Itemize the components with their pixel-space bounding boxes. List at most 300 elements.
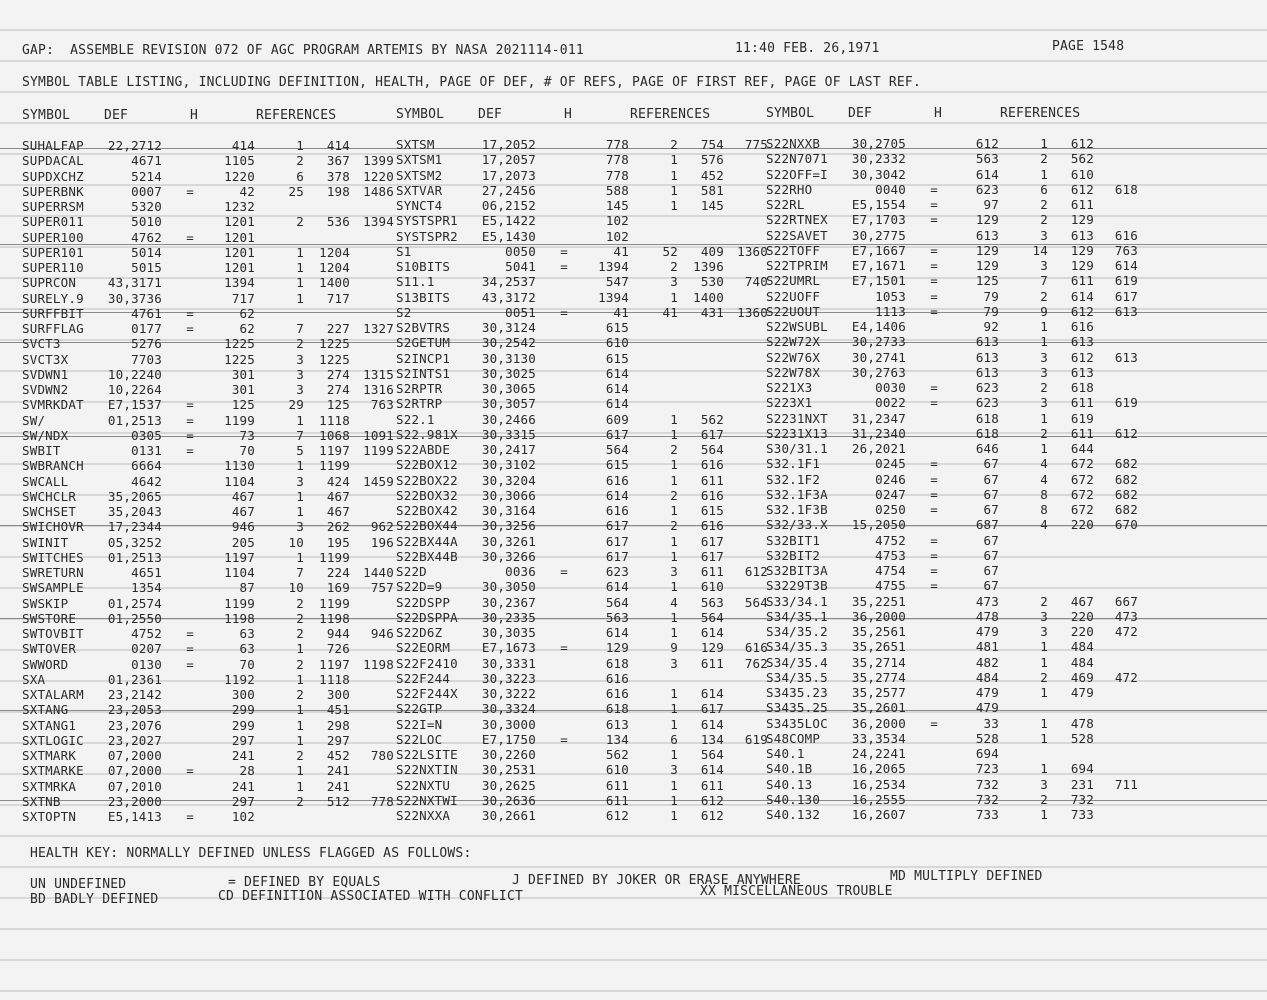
cell-page-of-def: 479 <box>975 624 999 639</box>
cell-health: = <box>930 532 938 548</box>
cell-ref-count: 1 <box>670 503 678 518</box>
cell-first-ref: 614 <box>700 625 724 640</box>
cell-page-of-def: 300 <box>231 687 255 702</box>
health-key-item: XX MISCELLANEOUS TROUBLE <box>700 884 893 899</box>
cell-definition: 5320 <box>131 199 162 214</box>
cell-health: = <box>930 303 938 319</box>
cell-ref-count: 1 <box>296 138 304 153</box>
cell-symbol: S22BOX42 <box>396 503 458 518</box>
cell-symbol: SXA <box>22 671 46 687</box>
cell-definition: 4642 <box>131 473 162 489</box>
cell-definition: 07,2000 <box>107 763 162 779</box>
cell-first-ref: 619 <box>1070 410 1094 426</box>
cell-page-of-def: 613 <box>975 334 999 350</box>
cell-first-ref: 610 <box>700 579 724 595</box>
cell-symbol: S2INCP1 <box>396 350 451 366</box>
cell-definition: E7,1537 <box>107 397 162 413</box>
cell-definition: 0131 <box>131 443 162 458</box>
cell-page-of-def: 67 <box>983 532 999 548</box>
cell-definition: 30,3124 <box>481 320 536 335</box>
cell-ref-count: 3 <box>670 762 678 778</box>
cell-health: = <box>186 626 194 641</box>
cell-page-of-def: 563 <box>605 609 629 625</box>
cell-page-of-def: 297 <box>231 732 255 748</box>
cell-first-ref: 614 <box>1070 288 1094 304</box>
cell-definition: 35,2774 <box>851 669 906 685</box>
cell-symbol: S22NXXB <box>766 136 821 151</box>
cell-ref-count: 1 <box>1040 730 1048 746</box>
cell-health: = <box>186 321 194 336</box>
cell-first-ref: 1197 <box>319 656 350 672</box>
cell-symbol: SVCT3 <box>22 336 61 352</box>
cell-definition: 35,2601 <box>851 700 906 716</box>
cell-page-of-def: 1199 <box>224 595 255 611</box>
cell-last-ref: 763 <box>1114 242 1138 258</box>
cell-first-ref: 1118 <box>319 671 350 687</box>
cell-ref-count: 5 <box>296 443 304 458</box>
cell-health: = <box>186 229 194 245</box>
cell-symbol: SVMRKDAT <box>22 397 84 413</box>
cell-page-of-def: 129 <box>975 212 999 228</box>
cell-ref-count: 1 <box>1040 715 1048 731</box>
cell-symbol: S22F244 <box>396 670 451 686</box>
cell-ref-count: 1 <box>1040 319 1048 334</box>
cell-page-of-def: 617 <box>605 518 629 534</box>
column-header-symbol: SYMBOL <box>22 108 71 123</box>
cell-first-ref: 1199 <box>319 595 350 611</box>
cell-first-ref: 424 <box>326 473 350 489</box>
cell-ref-count: 1 <box>296 260 304 275</box>
cell-definition: 5276 <box>131 336 162 352</box>
cell-page-of-def: 1104 <box>224 565 255 580</box>
cell-ref-count: 1 <box>670 426 678 442</box>
cell-ref-count: 52 <box>662 243 678 259</box>
health-key-item: = DEFINED BY EQUALS <box>228 875 381 890</box>
cell-definition: 4752 <box>131 626 162 641</box>
cell-page-of-def: 1394 <box>598 289 629 305</box>
cell-symbol: S22ABDE <box>396 442 451 457</box>
cell-ref-count: 3 <box>1040 364 1048 380</box>
cell-definition: 30,3261 <box>481 533 536 549</box>
cell-symbol: SWTOVBIT <box>22 626 84 641</box>
cell-ref-count: 2 <box>296 336 304 352</box>
cell-ref-count: 1 <box>1040 136 1048 151</box>
cell-ref-count: 1 <box>296 717 304 733</box>
cell-symbol: S13BITS <box>396 289 451 305</box>
cell-first-ref: 726 <box>326 641 350 657</box>
cell-definition: 30,3042 <box>851 166 906 182</box>
cell-definition: 4671 <box>131 153 162 169</box>
cell-first-ref: 129 <box>1070 242 1094 258</box>
cell-page-of-def: 79 <box>983 288 999 304</box>
cell-first-ref: 220 <box>1070 608 1094 624</box>
cell-ref-count: 1 <box>296 778 304 794</box>
cell-page-of-def: 1201 <box>224 260 255 275</box>
cell-symbol: SUPDACAL <box>22 153 84 169</box>
cell-last-ref: 619 <box>1114 395 1138 411</box>
cell-page-of-def: 1197 <box>224 549 255 565</box>
cell-definition: 23,2053 <box>107 702 162 718</box>
cell-symbol: SWTOVER <box>22 641 77 657</box>
cell-last-ref: 1199 <box>363 443 394 458</box>
cell-ref-count: 2 <box>670 442 678 457</box>
listing-time: 11:40 FEB. 26,1971 <box>735 41 880 56</box>
cell-symbol: S22D <box>396 564 427 579</box>
health-key-item: J DEFINED BY JOKER OR ERASE ANYWHERE <box>512 873 801 888</box>
cell-symbol: S2231X13 <box>766 425 828 441</box>
cell-page-of-def: 614 <box>975 166 999 182</box>
cell-first-ref: 467 <box>1070 593 1094 609</box>
cell-definition: 0207 <box>131 641 162 657</box>
cell-first-ref: 452 <box>326 748 350 763</box>
cell-ref-count: 2 <box>296 793 304 809</box>
cell-ref-count: 6 <box>296 168 304 184</box>
cell-symbol: S22BX44B <box>396 548 458 564</box>
cell-first-ref: 612 <box>1070 303 1094 319</box>
cell-ref-count: 3 <box>670 564 678 579</box>
cell-ref-count: 1 <box>296 244 304 260</box>
cell-symbol: S22RHO <box>766 181 813 197</box>
cell-page-of-def: 623 <box>605 564 629 579</box>
cell-ref-count: 1 <box>296 290 304 306</box>
cell-definition: 0036 <box>505 564 536 579</box>
cell-page-of-def: 241 <box>231 748 255 763</box>
cell-first-ref: 467 <box>326 504 350 519</box>
cell-ref-count: 2 <box>1040 197 1048 212</box>
cell-symbol: SWRETURN <box>22 565 84 580</box>
cell-ref-count: 1 <box>1040 807 1048 822</box>
cell-page-of-def: 612 <box>975 136 999 151</box>
cell-first-ref: 614 <box>700 686 724 701</box>
cell-definition: 30,3736 <box>107 290 162 306</box>
cell-symbol: SWINIT <box>22 534 69 550</box>
cell-page-of-def: 610 <box>605 762 629 778</box>
cell-page-of-def: 614 <box>605 579 629 595</box>
cell-symbol: SUPER011 <box>22 214 84 230</box>
cell-symbol: SXTMARKE <box>22 763 84 779</box>
cell-last-ref: 1316 <box>363 382 394 397</box>
cell-health: = <box>186 305 194 321</box>
cell-first-ref: 452 <box>700 167 724 183</box>
cell-symbol: SWCHSET <box>22 504 77 519</box>
cell-definition: 30,3000 <box>481 716 536 732</box>
cell-symbol: SWSAMPLE <box>22 580 84 596</box>
cell-last-ref: 1360 <box>737 304 768 320</box>
cell-ref-count: 2 <box>296 656 304 672</box>
cell-first-ref: 611 <box>1070 273 1094 289</box>
cell-first-ref: 644 <box>1070 441 1094 456</box>
cell-ref-count: 1 <box>670 792 678 808</box>
cell-definition: 5015 <box>131 260 162 275</box>
cell-symbol: SURFFBIT <box>22 305 84 321</box>
cell-definition: 0246 <box>875 471 906 487</box>
cell-page-of-def: 129 <box>975 258 999 273</box>
health-key-title: HEALTH KEY: NORMALLY DEFINED UNLESS FLAGGED AS FOLLOWS: <box>30 846 472 861</box>
cell-last-ref: 962 <box>370 519 394 535</box>
column-header-def: DEF <box>104 108 129 123</box>
cell-definition: 0130 <box>131 656 162 672</box>
cell-last-ref: 775 <box>744 137 768 152</box>
cell-symbol: S22W72X <box>766 334 821 350</box>
cell-symbol: S221X3 <box>766 380 813 395</box>
cell-ref-count: 3 <box>296 519 304 535</box>
cell-definition: 35,2577 <box>851 685 906 700</box>
cell-definition: 30,3204 <box>481 472 536 488</box>
cell-definition: 30,2417 <box>481 442 536 457</box>
cell-ref-count: 3 <box>670 655 678 671</box>
cell-ref-count: 7 <box>296 321 304 336</box>
cell-page-of-def: 1104 <box>224 473 255 489</box>
cell-first-ref: 479 <box>1070 685 1094 700</box>
cell-ref-count: 7 <box>296 427 304 443</box>
cell-page-of-def: 562 <box>605 747 629 762</box>
cell-first-ref: 694 <box>1070 761 1094 777</box>
cell-definition: 31,2340 <box>851 425 906 441</box>
cell-first-ref: 563 <box>700 594 724 610</box>
cell-page-of-def: 414 <box>231 138 255 153</box>
cell-ref-count: 2 <box>670 487 678 503</box>
cell-first-ref: 431 <box>700 304 724 320</box>
cell-ref-count: 1 <box>296 549 304 565</box>
cell-ref-count: 1 <box>296 458 304 474</box>
cell-definition: 16,2534 <box>851 776 906 792</box>
cell-definition: 06,2152 <box>481 198 536 213</box>
cell-page-of-def: 778 <box>605 152 629 168</box>
cell-ref-count: 3 <box>296 351 304 367</box>
cell-first-ref: 672 <box>1070 456 1094 472</box>
cell-ref-count: 6 <box>1040 181 1048 197</box>
cell-first-ref: 616 <box>1070 319 1094 334</box>
cell-page-of-def: 614 <box>605 487 629 503</box>
cell-page-of-def: 618 <box>605 701 629 717</box>
cell-definition: 05,3252 <box>107 534 162 550</box>
cell-ref-count: 1 <box>296 641 304 657</box>
column-header-h: H <box>564 107 573 122</box>
cell-page-of-def: 1201 <box>224 214 255 230</box>
cell-symbol: S33/34.1 <box>766 593 828 609</box>
cell-first-ref: 1068 <box>319 427 350 443</box>
cell-page-of-def: 1220 <box>224 168 255 184</box>
cell-definition: 0022 <box>875 395 906 411</box>
cell-health: = <box>930 578 938 594</box>
cell-symbol: S22BX44A <box>396 533 458 549</box>
cell-page-of-def: 612 <box>605 808 629 823</box>
cell-first-ref: 618 <box>1070 380 1094 395</box>
cell-definition: 6664 <box>131 458 162 474</box>
cell-ref-count: 1 <box>670 686 678 701</box>
cell-ref-count: 4 <box>1040 471 1048 487</box>
cell-first-ref: 125 <box>326 397 350 413</box>
cell-health: = <box>560 243 568 259</box>
cell-definition: 30,2466 <box>481 411 536 427</box>
cell-first-ref: 1396 <box>693 259 724 274</box>
cell-definition: 31,2347 <box>851 410 906 426</box>
cell-ref-count: 1 <box>670 182 678 198</box>
cell-first-ref: 367 <box>326 153 350 169</box>
cell-symbol: SWCALL <box>22 473 69 489</box>
cell-symbol: S22UOFF <box>766 288 821 304</box>
cell-symbol: S2RPTR <box>396 381 443 396</box>
cell-first-ref: 617 <box>700 426 724 442</box>
cell-page-of-def: 70 <box>239 656 255 672</box>
cell-ref-count: 1 <box>1040 410 1048 426</box>
cell-page-of-def: 616 <box>605 472 629 488</box>
cell-page-of-def: 609 <box>605 411 629 427</box>
cell-definition: 43,3171 <box>107 275 162 291</box>
cell-page-of-def: 613 <box>975 349 999 365</box>
cell-page-of-def: 102 <box>605 228 629 244</box>
cell-symbol: S2INTS1 <box>396 365 451 381</box>
cell-symbol: S34/35.5 <box>766 669 828 685</box>
cell-page-of-def: 1225 <box>224 336 255 352</box>
cell-first-ref: 1199 <box>319 458 350 474</box>
cell-first-ref: 528 <box>1070 730 1094 746</box>
cell-last-ref: 1486 <box>363 183 394 199</box>
cell-symbol: SXTSM <box>396 137 435 152</box>
cell-health: = <box>930 181 938 197</box>
cell-page-of-def: 145 <box>605 198 629 213</box>
cell-page-of-def: 299 <box>231 717 255 733</box>
cell-symbol: S34/35.2 <box>766 624 828 639</box>
cell-symbol: S22OFF=I <box>766 166 828 182</box>
cell-page-of-def: 717 <box>231 290 255 306</box>
cell-first-ref: 614 <box>700 716 724 732</box>
cell-page-of-def: 1130 <box>224 458 255 474</box>
cell-page-of-def: 588 <box>605 182 629 198</box>
cell-symbol: S22RL <box>766 197 805 212</box>
cell-first-ref: 616 <box>700 487 724 503</box>
cell-definition: 17,2052 <box>481 137 536 152</box>
cell-page-of-def: 528 <box>975 730 999 746</box>
cell-health: = <box>930 273 938 289</box>
cell-page-of-def: 67 <box>983 471 999 487</box>
cell-ref-count: 2 <box>1040 669 1048 685</box>
cell-page-of-def: 946 <box>231 519 255 535</box>
cell-page-of-def: 41 <box>613 304 629 320</box>
cell-page-of-def: 297 <box>231 793 255 809</box>
cell-page-of-def: 564 <box>605 442 629 457</box>
cell-definition: 30,2733 <box>851 334 906 350</box>
cell-first-ref: 220 <box>1070 517 1094 533</box>
cell-last-ref: 1327 <box>363 321 394 336</box>
cell-symbol: SWBRANCH <box>22 458 84 474</box>
cell-first-ref: 612 <box>700 808 724 823</box>
cell-symbol: SUHALFAP <box>22 138 84 153</box>
cell-ref-count: 1 <box>296 504 304 519</box>
cell-first-ref: 231 <box>1070 776 1094 792</box>
cell-definition: 1053 <box>875 288 906 304</box>
cell-symbol: SURELY.9 <box>22 290 84 306</box>
cell-symbol: S22TPRIM <box>766 258 828 273</box>
cell-last-ref: 618 <box>1114 181 1138 197</box>
cell-first-ref: 611 <box>1070 425 1094 441</box>
cell-page-of-def: 611 <box>605 792 629 808</box>
cell-definition: 26,2021 <box>851 441 906 456</box>
cell-first-ref: 1199 <box>319 549 350 565</box>
cell-definition: 35,2251 <box>851 593 906 609</box>
cell-definition: 36,2000 <box>851 608 906 624</box>
cell-definition: 4761 <box>131 305 162 321</box>
cell-symbol: SVDWN1 <box>22 366 69 382</box>
health-key-item: MD MULTIPLY DEFINED <box>890 869 1043 884</box>
cell-page-of-def: 1201 <box>224 244 255 260</box>
cell-symbol: S22GTP <box>396 701 443 717</box>
cell-first-ref: 617 <box>700 533 724 549</box>
cell-definition: 30,3324 <box>481 701 536 717</box>
cell-ref-count: 9 <box>670 640 678 656</box>
cell-first-ref: 274 <box>326 366 350 382</box>
health-key-item: UN UNDEFINED <box>30 877 127 892</box>
cell-first-ref: 612 <box>1070 349 1094 365</box>
cell-last-ref: 1399 <box>363 153 394 169</box>
cell-symbol: S40.1B <box>766 761 813 777</box>
cell-ref-count: 3 <box>1040 349 1048 365</box>
cell-last-ref: 612 <box>744 564 768 579</box>
cell-page-of-def: 616 <box>605 686 629 701</box>
cell-symbol: SXTMRKA <box>22 778 77 794</box>
cell-first-ref: 530 <box>700 274 724 290</box>
cell-last-ref: 946 <box>370 626 394 641</box>
cell-first-ref: 469 <box>1070 669 1094 685</box>
cell-ref-count: 1 <box>1040 334 1048 350</box>
cell-health: = <box>930 258 938 273</box>
cell-first-ref: 611 <box>700 777 724 793</box>
cell-symbol: SUPER100 <box>22 229 84 245</box>
cell-definition: 30,3222 <box>481 686 536 701</box>
cell-symbol: SWWORD <box>22 656 69 672</box>
cell-first-ref: 1198 <box>319 610 350 626</box>
cell-ref-count: 29 <box>288 397 304 413</box>
cell-definition: 34,2537 <box>481 274 536 290</box>
cell-health: = <box>186 763 194 779</box>
cell-first-ref: 562 <box>700 411 724 427</box>
cell-page-of-def: 1198 <box>224 610 255 626</box>
cell-health: = <box>186 443 194 458</box>
cell-page-of-def: 62 <box>239 321 255 336</box>
cell-page-of-def: 482 <box>975 654 999 670</box>
cell-last-ref: 667 <box>1114 593 1138 609</box>
cell-symbol: S3435.23 <box>766 685 828 700</box>
cell-page-of-def: 733 <box>975 807 999 822</box>
cell-definition: 10,2240 <box>107 366 162 382</box>
cell-page-of-def: 564 <box>605 594 629 610</box>
cell-symbol: S22LOC <box>396 731 443 747</box>
cell-definition: 30,3065 <box>481 381 536 396</box>
cell-ref-count: 1 <box>670 808 678 823</box>
cell-definition: E7,1750 <box>481 731 536 747</box>
cell-ref-count: 3 <box>1040 608 1048 624</box>
cell-ref-count: 2 <box>296 214 304 230</box>
cell-page-of-def: 1105 <box>224 153 255 169</box>
cell-definition: 30,2367 <box>481 594 536 610</box>
cell-page-of-def: 479 <box>975 685 999 700</box>
cell-page-of-def: 28 <box>239 763 255 779</box>
cell-symbol: S22NXTWI <box>396 792 458 808</box>
cell-definition: 0007 <box>131 183 162 199</box>
cell-page-of-def: 547 <box>605 274 629 290</box>
cell-definition: 23,2000 <box>107 793 162 809</box>
cell-ref-count: 3 <box>1040 624 1048 639</box>
cell-last-ref: 472 <box>1114 624 1138 639</box>
cell-page-of-def: 615 <box>605 457 629 473</box>
cell-page-of-def: 1199 <box>224 412 255 428</box>
cell-symbol: SXTOPTN <box>22 809 77 824</box>
cell-symbol: SXTANG <box>22 702 69 718</box>
cell-definition: 17,2073 <box>481 167 536 183</box>
cell-page-of-def: 125 <box>231 397 255 413</box>
cell-first-ref: 198 <box>326 183 350 199</box>
cell-ref-count: 2 <box>296 748 304 763</box>
